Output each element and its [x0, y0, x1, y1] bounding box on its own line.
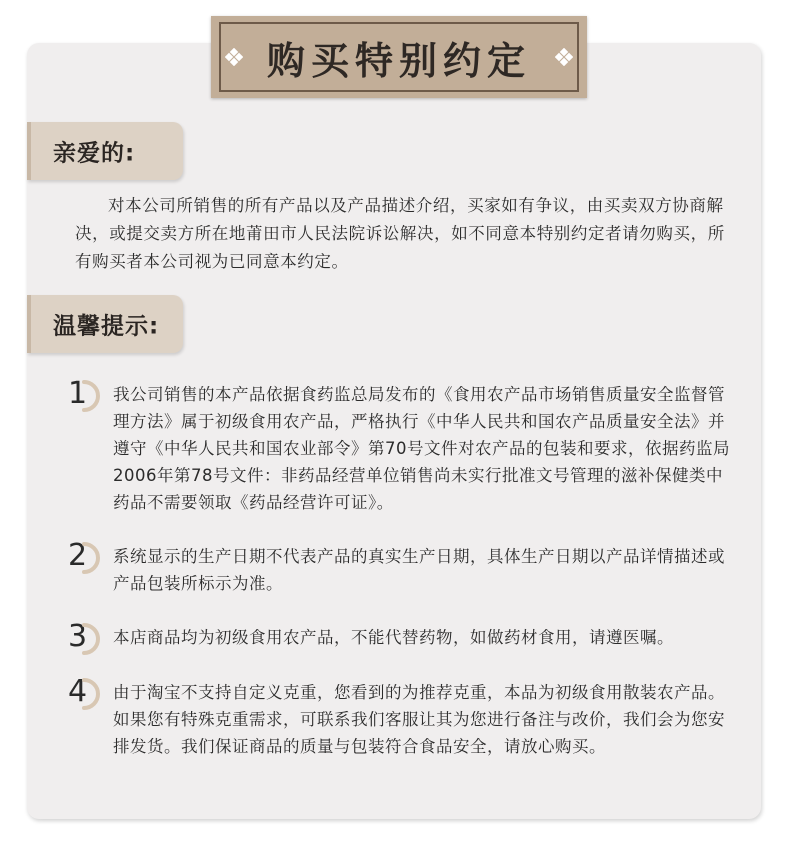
title-banner [211, 16, 587, 98]
tip-number: 3 [68, 619, 88, 654]
tip-number: 2 [68, 538, 88, 573]
tip-number: 1 [68, 376, 88, 411]
diamond-ornament-icon [555, 48, 573, 66]
intro-heading: 亲爱的: [53, 140, 136, 167]
tips-heading: 温馨提示: [53, 313, 160, 340]
number-arc-icon [76, 622, 106, 656]
tip-number-badge [66, 675, 106, 715]
tip-number-badge [66, 539, 106, 579]
tips-heading-tab [27, 295, 183, 353]
tip-text: 本店商品均为初级食用农产品，不能代替药物，如做药材食用，请遵医嘱。 [113, 628, 674, 647]
banner-frame [219, 22, 579, 92]
tip-number-badge [66, 377, 106, 417]
tip-text: 由于淘宝不支持自定义克重，您看到的为推荐克重，本品为初级食用散装农产品。如果您有特殊克重需求，可联系我们客服让其为您进行备注与改价，我们会为您安排发货。我们保证商品的质量与包装符合食品安全，请放心购买。 [113, 683, 725, 756]
number-arc-icon [76, 677, 106, 711]
tip-number-badge [66, 620, 106, 660]
page-title: 购买特别约定 [266, 37, 531, 83]
tip-number: 4 [68, 674, 88, 709]
tip-text: 我公司销售的本产品依据食药监总局发布的《食用农产品市场销售质量安全监督管理方法》属于初级食用农产品，严格执行《中华人民共和国农产品质量安全法》并遵守《中华人民共和国农业部令》第70号文件对农产品的包装和要求，依据药监局2006年第78号文件：非药品经营单位销售尚未实行批准文号管理的滋补保健类中药品不需要领取《药品经营许可证》。 [113, 385, 730, 512]
intro-heading-tab [27, 122, 183, 180]
intro-paragraph: 对本公司所销售的所有产品以及产品描述介绍，买家如有争议，由买卖双方协商解决，或提交卖方所在地莆田市人民法院诉讼解决，如不同意本特别约定者请勿购买，所有购买者本公司视为已同意本约定。 [75, 196, 725, 271]
number-arc-icon [76, 541, 106, 575]
banner-plate [211, 16, 587, 98]
tip-text: 系统显示的生产日期不代表产品的真实生产日期，具体生产日期以产品详情描述或产品包装所标示为准。 [113, 547, 725, 593]
diamond-ornament-icon [225, 48, 243, 66]
number-arc-icon [76, 379, 106, 413]
